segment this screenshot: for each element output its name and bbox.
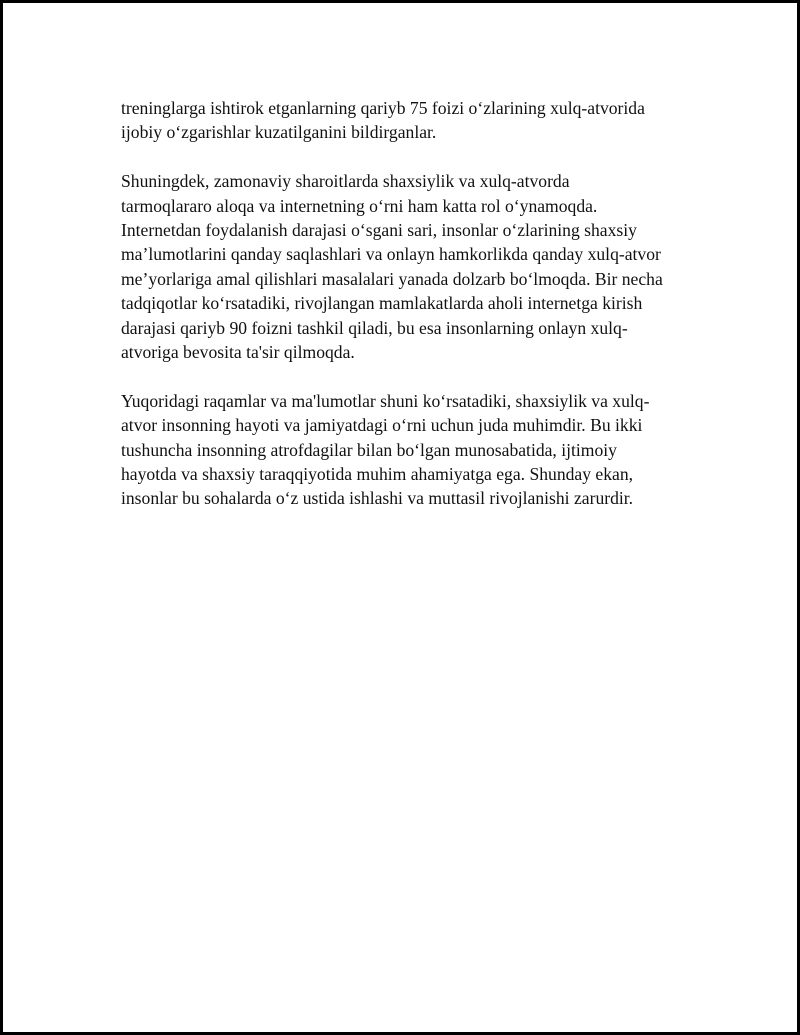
text-line: hayotda va shaxsiy taraqqiyotida muhim ahamiyatga ega. Shunday ekan, xyxy=(121,464,634,485)
text-line: Yuqoridagi raqamlar va ma'lumotlar shuni ko‘rsatadiki, shaxsiylik va xulq- xyxy=(121,390,650,411)
paragraph-2 xyxy=(121,169,691,364)
text-line: ma’lumotlarini qanday saqlashlari va onlayn hamkorlikda qanday xulq-atvor xyxy=(121,244,661,265)
text-line: insonlar bu sohalarda o‘z ustida ishlashi va muttasil rivojlanishi zarurdir. xyxy=(121,488,634,509)
text-line: tadqiqotlar ko‘rsatadiki, rivojlangan mamlakatlarda aholi internetga kirish xyxy=(121,293,643,314)
text-line: atvoriga bevosita ta'sir qilmoqda. xyxy=(121,342,355,363)
text-line: atvor insonning hayoti va jamiyatdagi o‘rni uchun juda muhimdir. Bu ikki xyxy=(121,415,643,436)
text-line: treninglarga ishtirok etganlarning qariyb 75 foizi o‘zlarining xulq-atvorida xyxy=(121,98,645,118)
text-line: tarmoqlararo aloqa va internetning o‘rni ham katta rol o‘ynamoqda. xyxy=(121,195,598,216)
text-line: Internetdan foydalanish darajasi o‘sgani sari, insonlar o‘zlarining shaxsiy xyxy=(121,220,637,241)
paragraph-3 xyxy=(121,389,691,511)
text-line: ijobiy o‘zgarishlar kuzatilganini bildirganlar. xyxy=(121,122,437,143)
text-line: tushuncha insonning atrofdagilar bilan bo‘lgan munosabatida, ijtimoiy xyxy=(121,439,617,460)
document-body xyxy=(121,96,691,535)
text-line: darajasi qariyb 90 foizni tashkil qiladi, bu esa insonlarning onlayn xulq- xyxy=(121,317,628,338)
paragraph-1 xyxy=(121,96,691,145)
text-line: Shuningdek, zamonaviy sharoitlarda shaxsiylik va xulq-atvorda xyxy=(121,171,570,192)
text-line: me’yorlariga amal qilishlari masalalari yanada dolzarb bo‘lmoqda. Bir necha xyxy=(121,268,663,289)
